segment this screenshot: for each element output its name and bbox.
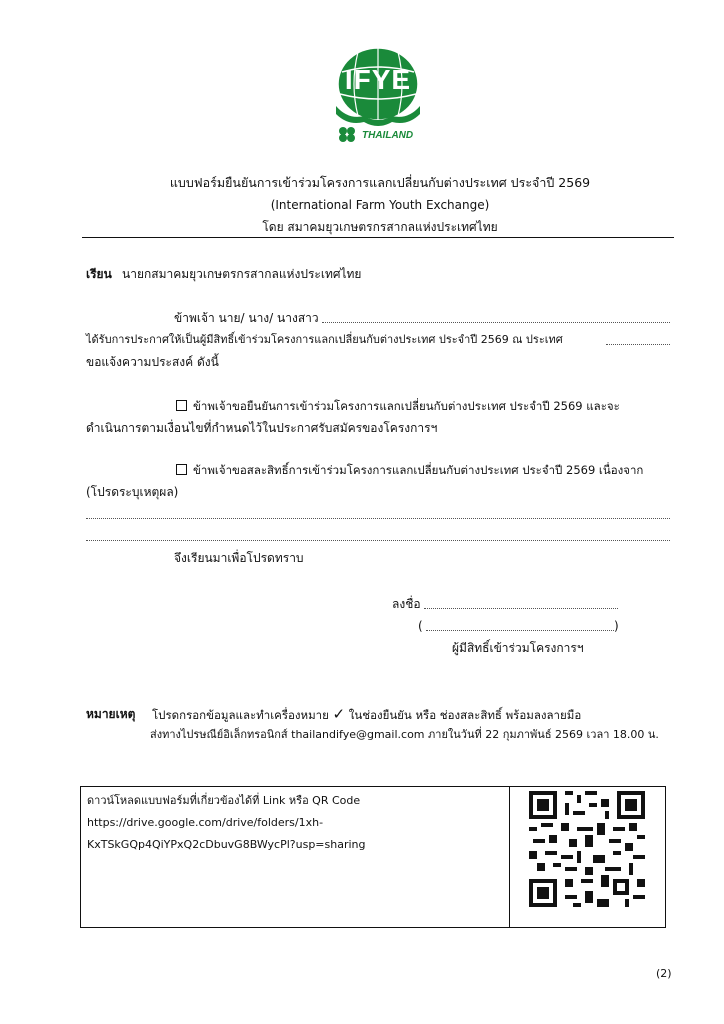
note-line-1b: ในช่องยืนยัน หรือ ช่องสละสิทธิ์ พร้อมลงลายมือ (348, 708, 582, 722)
qr-code-icon[interactable] (529, 791, 645, 907)
name-line-label: ข้าพเจ้า นาย/ นาง/ นางสาว (174, 311, 319, 325)
note-line-1a: โปรดกรอกข้อมูลและทำเครื่องหมาย (152, 708, 329, 722)
reason-line-1[interactable] (86, 518, 670, 519)
country-field[interactable] (606, 344, 670, 345)
close-paren: ) (614, 619, 619, 633)
confirm-checkbox[interactable] (176, 400, 187, 411)
salutation-text: นายกสมาคมยุวเกษตรกรสากลแห่งประเทศไทย (122, 267, 362, 281)
option-confirm (176, 398, 620, 414)
form-subtitle: (International Farm Youth Exchange) (270, 198, 490, 212)
logo-text: IFYE (344, 64, 412, 95)
reason-line-2[interactable] (86, 540, 670, 541)
option-confirm-continuation: ดำเนินการตามเงื่อนไขที่กำหนดไว้ในประกาศรับสมัครของโครงการฯ (86, 421, 438, 435)
download-text: ดาวน์โหลดแบบฟอร์มที่เกี่ยวข้องได้ที่ Link หรือ QR Code (87, 794, 361, 807)
closing-text: จึงเรียนมาเพื่อโปรดทราบ (174, 551, 304, 565)
sign-label: ลงชื่อ (392, 597, 421, 611)
form-title: แบบฟอร์มยืนยันการเข้าร่วมโครงการแลกเปลี่ยนกับต่างประเทศ ประจำปี 2569 (169, 175, 591, 190)
printed-name-field[interactable] (426, 630, 614, 631)
option-waive-text: ข้าพเจ้าขอสละสิทธิ์การเข้าร่วมโครงการแลกเปลี่ยนกับต่างประเทศ ประจำปี 2569 เนื่องจาก (193, 463, 644, 477)
intent-line: ขอแจ้งความประสงค์ ดังนี้ (86, 355, 219, 369)
note-label: หมายเหตุ (86, 707, 136, 721)
page-number: (2) (656, 967, 672, 980)
form-organization: โดย สมาคมยุวเกษตรกรสากลแห่งประเทศไทย (262, 220, 498, 234)
download-url-1[interactable]: https://drive.google.com/drive/folders/1xh- (87, 816, 324, 829)
waive-checkbox[interactable] (176, 464, 187, 475)
name-field[interactable] (322, 322, 670, 323)
logo-subtitle: THAILAND (362, 130, 414, 141)
note-line-1 (152, 706, 581, 723)
option-confirm-text: ข้าพเจ้าขอยืนยันการเข้าร่วมโครงการแลกเปลี่ยนกับต่างประเทศ ประจำปี 2569 และจะ (193, 399, 620, 413)
download-box-divider (509, 787, 510, 927)
signature-field[interactable] (424, 608, 618, 609)
salutation-label: เรียน (86, 267, 112, 281)
ifye-logo (328, 44, 428, 146)
download-url-2[interactable]: KxTSkGQp4QiYPxQ2cDbuvG8BWycPl?usp=sharing (87, 838, 366, 851)
reason-label: (โปรดระบุเหตุผล) (86, 485, 179, 499)
open-paren: ( (418, 619, 423, 633)
check-mark-icon: ✓ (332, 705, 346, 723)
signer-role: ผู้มีสิทธิ์เข้าร่วมโครงการฯ (452, 641, 584, 655)
announcement-line: ได้รับการประกาศให้เป็นผู้มีสิทธิ์เข้าร่วมโครงการแลกเปลี่ยนกับต่างประเทศ ประจำปี 2569 ณ ประเทศ (86, 333, 563, 346)
download-box (80, 786, 666, 928)
header-divider (82, 237, 674, 238)
note-line-2: ส่งทางไปรษณีย์อิเล็กทรอนิกส์ thailandifye@gmail.com ภายในวันที่ 22 กุมภาพันธ์ 2569 เวลา 18.00 น. (150, 728, 659, 741)
option-waive (176, 462, 643, 478)
